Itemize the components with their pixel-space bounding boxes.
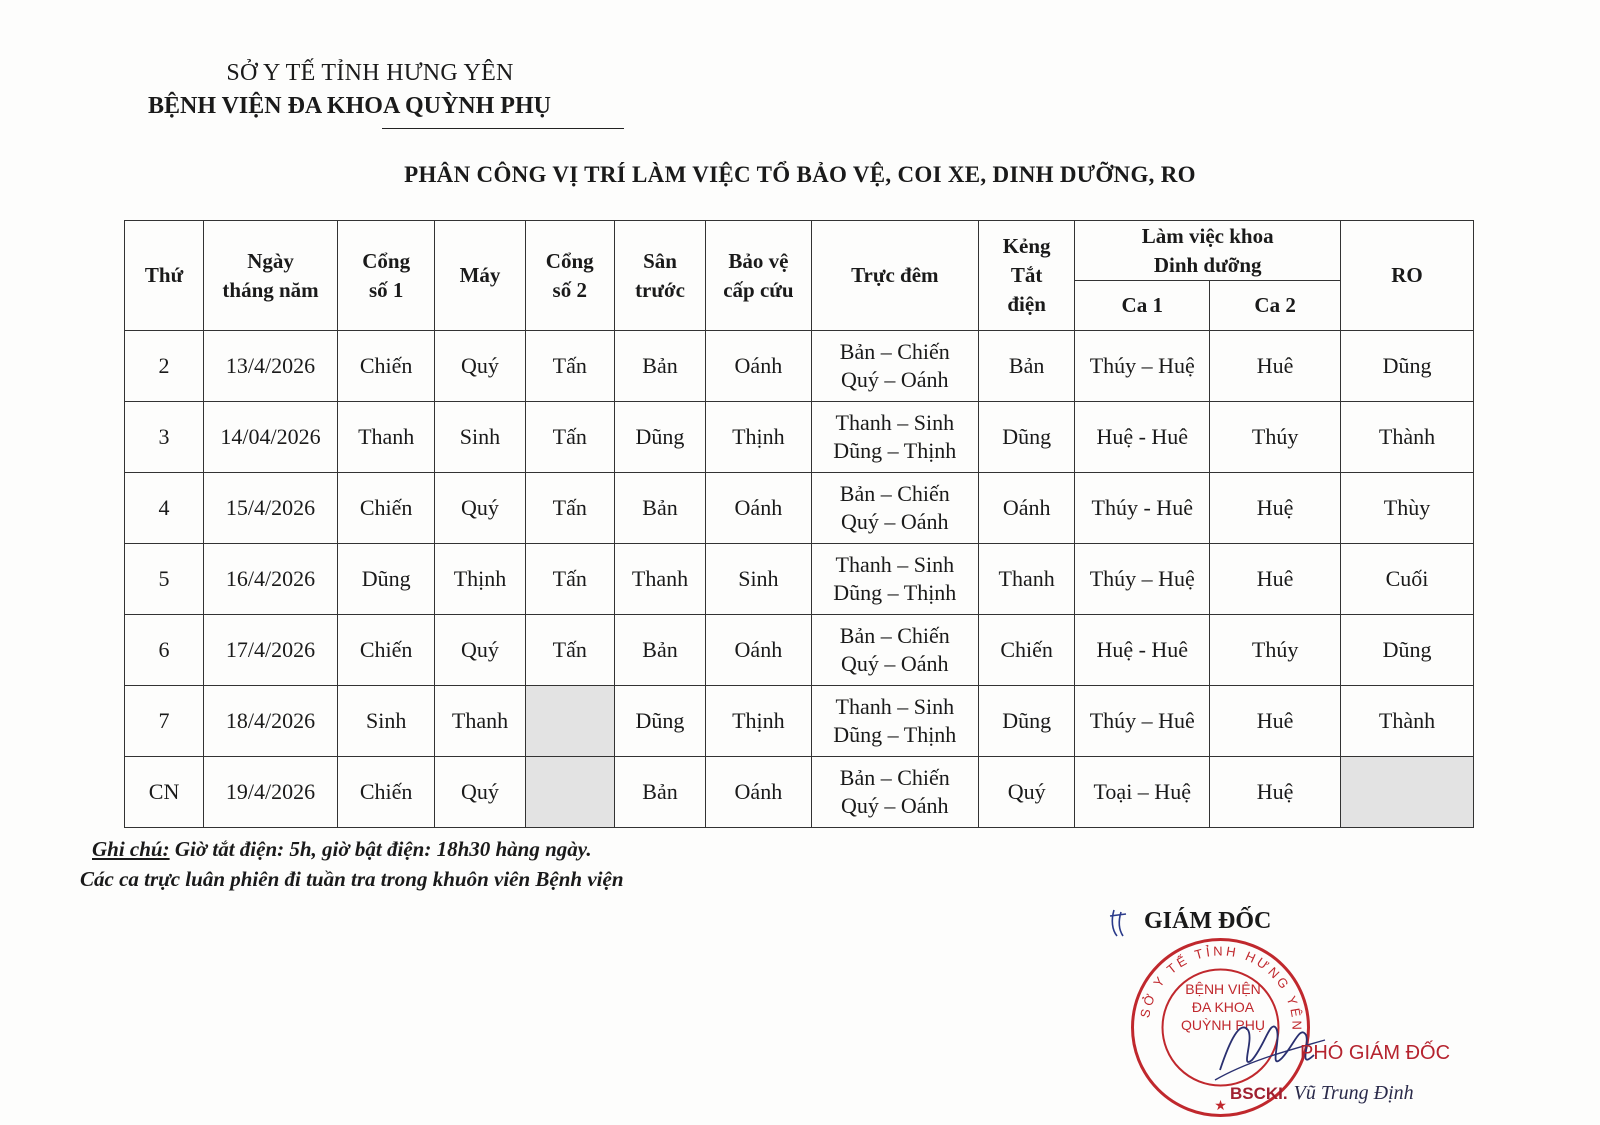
signer-title: GIÁM ĐỐC xyxy=(1144,908,1272,934)
cell-may: Quý xyxy=(435,757,525,828)
col-ro: RO xyxy=(1341,221,1474,331)
cell-ca2: Huệ xyxy=(1210,473,1341,544)
cell-ngay: 16/4/2026 xyxy=(204,544,338,615)
cell-bao-ve: Oánh xyxy=(706,331,811,402)
cell-thu: CN xyxy=(125,757,204,828)
cell-may: Quý xyxy=(435,615,525,686)
cell-cong1: Dũng xyxy=(337,544,434,615)
department-name: SỞ Y TẾ TỈNH HƯNG YÊN xyxy=(226,60,514,86)
cell-ca1: Huệ - Huê xyxy=(1075,402,1210,473)
cell-ca2: Huê xyxy=(1210,331,1341,402)
cell-truc-dem: Bản – Chiến Quý – Oánh xyxy=(811,473,978,544)
cell-cong1: Chiến xyxy=(337,757,434,828)
cell-truc-dem: Bản – Chiến Quý – Oánh xyxy=(811,757,978,828)
cell-san-truoc: Bản xyxy=(614,615,705,686)
cell-san-truoc: Thanh xyxy=(614,544,705,615)
cell-ca1: Huệ - Huê xyxy=(1075,615,1210,686)
cell-san-truoc: Dũng xyxy=(614,686,705,757)
cell-cong1: Chiến xyxy=(337,331,434,402)
table-row xyxy=(125,473,1474,544)
cell-cong1: Thanh xyxy=(337,402,434,473)
svg-text:SỞ Y TẾ TỈNH HƯNG YÊN: SỞ Y TẾ TỈNH HƯNG YÊN xyxy=(1137,943,1305,1033)
cell-thu: 2 xyxy=(125,331,204,402)
cell-truc-dem: Thanh – Sinh Dũng – Thịnh xyxy=(811,686,978,757)
cell-cong1: Chiến xyxy=(337,473,434,544)
col-san-truoc: Sân trước xyxy=(614,221,705,331)
cell-may: Thanh xyxy=(435,686,525,757)
organization-header xyxy=(140,60,640,120)
cell-truc-dem: Bản – Chiến Quý – Oánh xyxy=(811,615,978,686)
cell-ngay: 17/4/2026 xyxy=(204,615,338,686)
table-row xyxy=(125,544,1474,615)
col-cong2: Cổng số 2 xyxy=(525,221,614,331)
table-row xyxy=(125,402,1474,473)
cell-san-truoc: Bản xyxy=(614,757,705,828)
cell-cong2: Tấn xyxy=(525,473,614,544)
cell-truc-dem: Thanh – Sinh Dũng – Thịnh xyxy=(811,402,978,473)
cell-cong2: Tấn xyxy=(525,544,614,615)
cell-ngay: 19/4/2026 xyxy=(204,757,338,828)
cell-ro: Dũng xyxy=(1341,615,1474,686)
cell-san-truoc: Dũng xyxy=(614,402,705,473)
cell-bao-ve: Sinh xyxy=(706,544,811,615)
cell-cong2: Tấn xyxy=(525,615,614,686)
header-underline xyxy=(382,128,624,129)
cell-san-truoc: Bản xyxy=(614,331,705,402)
schedule-table xyxy=(124,220,1474,828)
table-row xyxy=(125,615,1474,686)
cell-may: Thịnh xyxy=(435,544,525,615)
col-ca2: Ca 2 xyxy=(1210,281,1341,331)
cell-keng: Quý xyxy=(978,757,1074,828)
cell-ca1: Toại – Huệ xyxy=(1075,757,1210,828)
cell-cong1: Sinh xyxy=(337,686,434,757)
cell-keng: Bản xyxy=(978,331,1074,402)
cell-thu: 4 xyxy=(125,473,204,544)
cell-ro xyxy=(1341,757,1474,828)
cell-bao-ve: Thịnh xyxy=(706,686,811,757)
cell-ro: Cuối xyxy=(1341,544,1474,615)
svg-text:★: ★ xyxy=(1214,1099,1227,1114)
col-cong1: Cổng số 1 xyxy=(337,221,434,331)
note-line-1 xyxy=(80,834,624,864)
cell-ca2: Huệ xyxy=(1210,757,1341,828)
cell-thu: 3 xyxy=(125,402,204,473)
signer-name: BSCKI. Vũ Trung Định xyxy=(1230,1082,1414,1104)
cell-ca2: Huê xyxy=(1210,686,1341,757)
col-dinh-duong: Làm việc khoa Dinh dưỡng xyxy=(1075,221,1341,281)
cell-bao-ve: Oánh xyxy=(706,473,811,544)
cell-truc-dem: Thanh – Sinh Dũng – Thịnh xyxy=(811,544,978,615)
cell-ca1: Thúy – Huệ xyxy=(1075,544,1210,615)
cell-cong2 xyxy=(525,757,614,828)
col-may: Máy xyxy=(435,221,525,331)
cell-ca2: Thúy xyxy=(1210,615,1341,686)
cell-bao-ve: Oánh xyxy=(706,757,811,828)
note-text-1: Giờ tắt điện: 5h, giờ bật điện: 18h30 hàng ngày. xyxy=(169,837,592,861)
cell-may: Sinh xyxy=(435,402,525,473)
document-title: PHÂN CÔNG VỊ TRÍ LÀM VIỆC TỔ BẢO VỆ, COI XE, DINH DƯỠNG, RO xyxy=(404,162,1196,187)
schedule-body xyxy=(125,331,1474,828)
cell-ca1: Thúy – Huệ xyxy=(1075,331,1210,402)
stamp-text: BỆNH VIỆN ĐA KHOA QUỲNH PHỤ xyxy=(1180,981,1265,1033)
cell-keng: Dũng xyxy=(978,686,1074,757)
cell-san-truoc: Bản xyxy=(614,473,705,544)
cell-thu: 7 xyxy=(125,686,204,757)
cell-ca1: Thúy – Huê xyxy=(1075,686,1210,757)
cell-cong2 xyxy=(525,686,614,757)
notes xyxy=(80,834,624,894)
cell-may: Quý xyxy=(435,331,525,402)
cell-keng: Dũng xyxy=(978,402,1074,473)
note-line-2: Các ca trực luân phiên đi tuần tra trong khuôn viên Bệnh viện xyxy=(80,867,624,891)
cell-ca1: Thúy - Huê xyxy=(1075,473,1210,544)
cell-ro: Thùy xyxy=(1341,473,1474,544)
cell-ca2: Thúy xyxy=(1210,402,1341,473)
cell-ro: Thành xyxy=(1341,402,1474,473)
cell-ngay: 14/04/2026 xyxy=(204,402,338,473)
cell-cong1: Chiến xyxy=(337,615,434,686)
header-row xyxy=(125,221,1474,281)
deputy-director-title: PHÓ GIÁM ĐỐC xyxy=(1300,1042,1451,1064)
cell-thu: 6 xyxy=(125,615,204,686)
cell-keng: Thanh xyxy=(978,544,1074,615)
cell-may: Quý xyxy=(435,473,525,544)
cell-bao-ve: Thịnh xyxy=(706,402,811,473)
cell-keng: Oánh xyxy=(978,473,1074,544)
note-label: Ghi chú: xyxy=(92,837,170,861)
col-thu: Thứ xyxy=(125,221,204,331)
hospital-name: BỆNH VIỆN ĐA KHOA QUỲNH PHỤ xyxy=(148,93,551,119)
cell-ngay: 13/4/2026 xyxy=(204,331,338,402)
cell-ro: Dũng xyxy=(1341,331,1474,402)
cell-truc-dem: Bản – Chiến Quý – Oánh xyxy=(811,331,978,402)
cell-ro: Thành xyxy=(1341,686,1474,757)
col-truc-dem: Trực đêm xyxy=(811,221,978,331)
cell-cong2: Tấn xyxy=(525,331,614,402)
table-row xyxy=(125,331,1474,402)
cell-bao-ve: Oánh xyxy=(706,615,811,686)
table-row xyxy=(125,757,1474,828)
col-ngay: Ngày tháng năm xyxy=(204,221,338,331)
cell-thu: 5 xyxy=(125,544,204,615)
table-row xyxy=(125,686,1474,757)
cell-ngay: 15/4/2026 xyxy=(204,473,338,544)
cell-cong2: Tấn xyxy=(525,402,614,473)
cell-ngay: 18/4/2026 xyxy=(204,686,338,757)
cell-keng: Chiến xyxy=(978,615,1074,686)
cell-ca2: Huê xyxy=(1210,544,1341,615)
col-ca1: Ca 1 xyxy=(1075,281,1210,331)
col-keng: Kẻng Tắt điện xyxy=(978,221,1074,331)
col-bao-ve: Bảo vệ cấp cứu xyxy=(706,221,811,331)
